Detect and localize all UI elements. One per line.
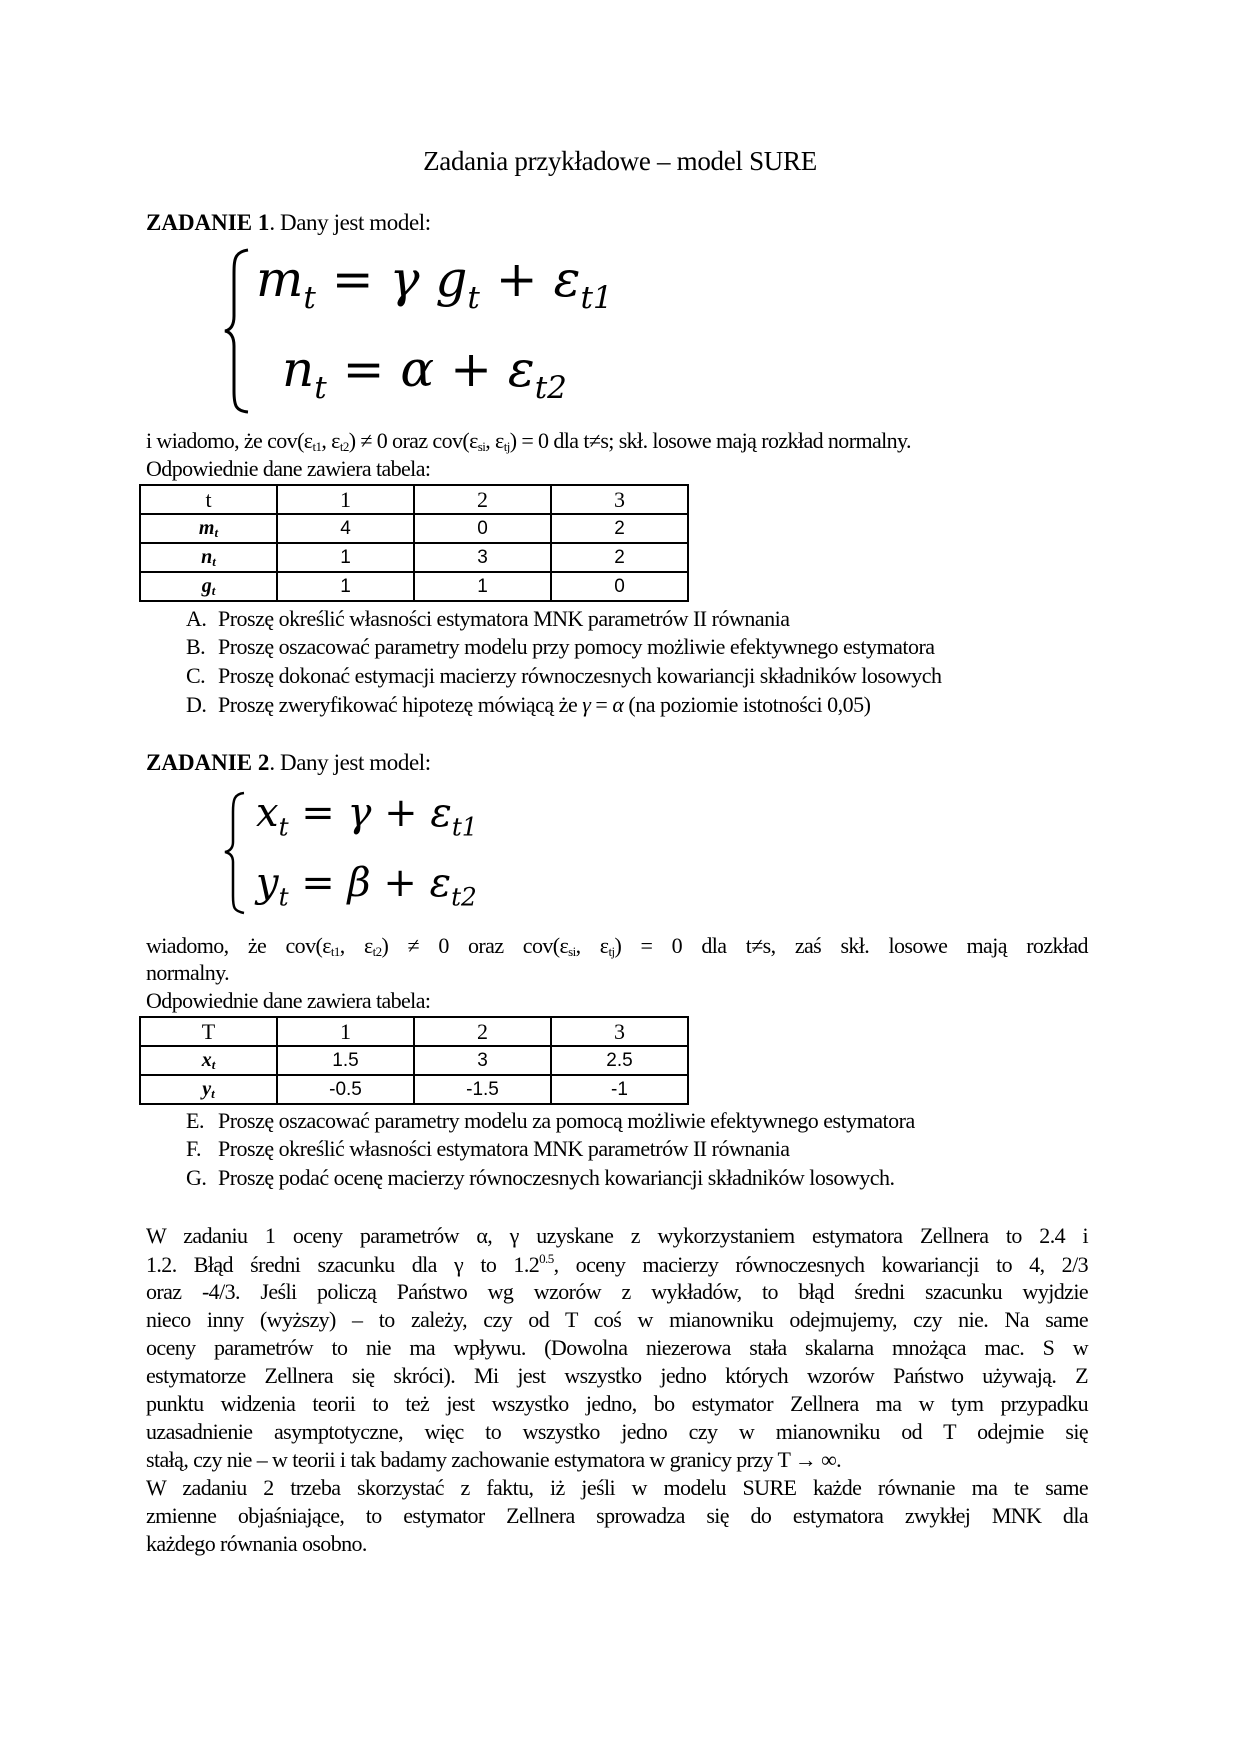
table-cell: 2.5	[551, 1046, 688, 1075]
eq-sign: =	[342, 340, 385, 398]
task2-question-e	[186, 1108, 915, 1134]
eq-plus: +	[450, 340, 492, 398]
task2-assumption	[146, 933, 1088, 960]
question-letter: B.	[186, 634, 206, 659]
table-header-row	[140, 1017, 688, 1046]
eq-error: ε	[507, 340, 535, 398]
eq-var: y	[256, 860, 279, 906]
math-gamma: γ	[582, 692, 591, 717]
notes-line: nieco inny (wyższy) – to zależy, czy od T coś w mianowniku odejmujemy, czy nie. Na same	[146, 1307, 1088, 1332]
row-label-var: y	[202, 1077, 212, 1100]
task1-question-b	[186, 634, 935, 660]
table-header-cell: 2	[414, 1017, 551, 1046]
task2-assumption-line2: normalny.	[146, 960, 229, 985]
table-cell: 1.5	[277, 1046, 414, 1075]
table-row	[140, 572, 688, 601]
eq-sub: t	[467, 279, 480, 316]
task2-question-g	[186, 1165, 895, 1191]
eq-param: γ	[347, 790, 372, 836]
task2-heading-rest: . Dany jest model:	[269, 750, 431, 775]
eq-param: γ	[389, 250, 420, 308]
question-text: Proszę oszacować parametry modelu przy pomocy możliwie efektywnego estymatora	[218, 634, 935, 659]
notes-line: W zadaniu 2 trzeba skorzystać z faktu, iż jeśli w modelu SURE każde równanie ma te same	[146, 1475, 1088, 1500]
eq-sub: t	[278, 812, 289, 842]
eq-sub: t1	[451, 812, 478, 842]
question-text: Proszę podać ocenę macierzy równoczesnych kowariancji składników losowych.	[218, 1165, 895, 1190]
task2-table-intro: Odpowiednie dane zawiera tabela:	[146, 988, 431, 1013]
question-text: Proszę określić własności estymatora MNK parametrów II równania	[218, 1136, 790, 1161]
eq-sub: t	[314, 369, 327, 406]
eq-plus: +	[495, 250, 538, 308]
notes-line: W zadaniu 1 oceny parametrów α, γ uzyskane z wykorzystaniem estymatora Zellnera to 2.4 i	[146, 1223, 1088, 1248]
table-cell: 3	[414, 543, 551, 572]
row-label	[140, 1075, 277, 1104]
text-run: ) ≠ 0 oraz cov(ε	[348, 428, 478, 453]
notes-line: oceny parametrów to nie ma wpływu. (Dowolna niezerowa stała skalarna mnożąca mac. S w	[146, 1335, 1088, 1360]
subscript: tj	[608, 944, 615, 959]
subscript: si	[477, 439, 486, 454]
question-letter: A.	[186, 606, 207, 631]
row-label-sub: t	[211, 1085, 215, 1101]
notes-line: każdego równania osobno.	[146, 1531, 367, 1556]
question-text: Proszę zweryfikować hipotezę mówiącą że	[218, 692, 583, 717]
table-row	[140, 514, 688, 543]
notes-line: oraz -4/3. Jeśli policzą Państwo wg wzorów z wykładów, to błąd średni szacunku wyjdzie	[146, 1279, 1088, 1304]
left-brace-icon	[222, 246, 252, 416]
question-letter: D.	[186, 692, 207, 717]
eq-sub: t	[278, 882, 289, 912]
eq-error: ε	[429, 860, 452, 906]
row-label	[140, 1046, 277, 1075]
table-header-cell: 3	[551, 485, 688, 514]
question-text: Proszę oszacować parametry modelu za pomocą możliwie efektywnego estymatora	[218, 1108, 915, 1133]
math-alpha: α	[612, 692, 624, 717]
eq-param: α	[400, 340, 435, 398]
eq-sign: =	[301, 790, 335, 836]
text-run: ) = 0 dla t≠s; skł. losowe mają rozkład normalny.	[509, 428, 911, 453]
table-cell: 2	[551, 543, 688, 572]
table-header-cell: 1	[277, 485, 414, 514]
subscript: t1	[330, 944, 340, 959]
text-run: ) = 0 dla t≠s, zaś skł. losowe mają rozkład	[614, 933, 1088, 958]
table-cell: 3	[414, 1046, 551, 1075]
text-run: , ε	[339, 933, 373, 958]
eq-sub: t2	[451, 882, 477, 912]
eq-plus: +	[383, 860, 417, 906]
table-cell: 0	[551, 572, 688, 601]
text-run: i wiadomo, że cov(ε	[146, 428, 313, 453]
row-label-sub: t	[211, 582, 216, 598]
subscript: t2	[339, 439, 349, 454]
task1-assumption	[146, 428, 1088, 455]
table-cell: -1.5	[414, 1075, 551, 1104]
eq-error: ε	[553, 250, 581, 308]
left-brace-icon	[222, 790, 248, 916]
subscript: t1	[312, 439, 322, 454]
text-run: , oceny macierzy równoczesnych kowariancji to 4, 2/3	[553, 1252, 1088, 1277]
task1-heading	[146, 210, 431, 236]
table-header-cell: t	[140, 485, 277, 514]
subscript: si	[568, 944, 576, 959]
text-run: 1.2. Błąd średni szacunku dla γ to 1.2	[146, 1252, 540, 1277]
table-cell: 1	[277, 572, 414, 601]
task1-heading-rest: . Dany jest model:	[269, 210, 431, 235]
task1-question-a	[186, 606, 789, 632]
row-label	[140, 514, 277, 543]
question-text: Proszę dokonać estymacji macierzy równoczesnych kowariancji składników losowych	[218, 663, 942, 688]
table-row	[140, 1046, 688, 1075]
table-header-row	[140, 485, 688, 514]
eq-param: β	[347, 860, 371, 906]
question-letter: G.	[186, 1165, 207, 1190]
eq-sign: =	[301, 860, 335, 906]
math-eq: =	[590, 692, 613, 717]
question-letter: C.	[186, 663, 206, 688]
task1-question-d	[186, 692, 871, 718]
text-run: , ε	[321, 428, 340, 453]
table-cell: -0.5	[277, 1075, 414, 1104]
eq-var: x	[256, 790, 279, 836]
table-header-cell: T	[140, 1017, 277, 1046]
row-label-var: m	[198, 516, 215, 539]
task1-heading-bold: ZADANIE 1	[146, 210, 270, 235]
row-label-sub: t	[211, 1056, 216, 1072]
eq-sign: =	[331, 250, 374, 308]
table-cell: -1	[551, 1075, 688, 1104]
eq-sub: t1	[580, 279, 613, 316]
table-header-cell: 2	[414, 485, 551, 514]
notes-line: estymatorze Zellnera się skróci). Mi jest wszystko jedno których wzorów Państwo używają. Z	[146, 1363, 1088, 1388]
eq-sub: t2	[534, 369, 567, 406]
table-cell: 1	[414, 572, 551, 601]
subscript: t2	[372, 944, 382, 959]
table-row	[140, 543, 688, 572]
notes-line: stałą, czy nie – w teorii i tak badamy zachowanie estymatora w granicy przy T → ∞.	[146, 1447, 842, 1472]
subscript: tj	[503, 439, 510, 454]
eq-plus: +	[384, 790, 418, 836]
eq-var: n	[282, 340, 315, 398]
text-run: , ε	[485, 428, 504, 453]
task1-table-intro: Odpowiednie dane zawiera tabela:	[146, 456, 431, 481]
question-text: Proszę określić własności estymatora MNK parametrów II równania	[218, 606, 790, 631]
task2-heading-bold: ZADANIE 2	[146, 750, 270, 775]
task1-question-c	[186, 663, 942, 689]
text-run: ) ≠ 0 oraz cov(ε	[381, 933, 569, 958]
task2-data-table	[139, 1016, 689, 1105]
task2-equation-2	[256, 860, 477, 911]
eq-error: ε	[430, 790, 452, 836]
question-text: (na poziomie istotności 0,05)	[623, 692, 871, 717]
task2-equation-1	[256, 790, 478, 841]
table-row	[140, 1075, 688, 1104]
eq-sub: t	[303, 279, 316, 316]
row-label	[140, 543, 277, 572]
table-cell: 1	[277, 543, 414, 572]
row-label-sub: t	[212, 553, 216, 569]
task2-heading	[146, 750, 431, 776]
text-run: wiadomo, że cov(ε	[146, 933, 331, 958]
table-cell: 2	[551, 514, 688, 543]
question-letter: F.	[186, 1136, 201, 1161]
question-letter: E.	[186, 1108, 204, 1133]
notes-line: punktu widzenia teorii to też jest wszystko jedno, bo estymator Zellnera ma w tym przypadku	[146, 1391, 1088, 1416]
row-label-var: x	[201, 1048, 212, 1071]
task1-equation-1	[256, 250, 613, 316]
document-title: Zadania przykładowe – model SURE	[423, 146, 817, 176]
task1-data-table	[139, 484, 689, 602]
table-header-cell: 1	[277, 1017, 414, 1046]
row-label	[140, 572, 277, 601]
row-label-var: g	[201, 574, 212, 597]
task2-question-f	[186, 1136, 789, 1162]
text-run: , ε	[575, 933, 609, 958]
notes-line	[146, 1251, 1088, 1278]
eq-var: g	[435, 250, 468, 308]
notes-line: zmienne objaśniające, to estymator Zellnera sprowadza się do estymatora zwykłej MNK dla	[146, 1503, 1088, 1528]
superscript: 0.5	[539, 1251, 554, 1266]
eq-var: m	[256, 250, 304, 308]
row-label-sub: t	[214, 524, 219, 540]
table-cell: 4	[277, 514, 414, 543]
notes-line: uzasadnienie asymptotyczne, więc to wszystko jedno czy w mianowniku od T odejmie się	[146, 1419, 1088, 1444]
table-cell: 0	[414, 514, 551, 543]
row-label-var: n	[201, 545, 213, 568]
table-header-cell: 3	[551, 1017, 688, 1046]
task1-equation-2	[282, 340, 567, 406]
